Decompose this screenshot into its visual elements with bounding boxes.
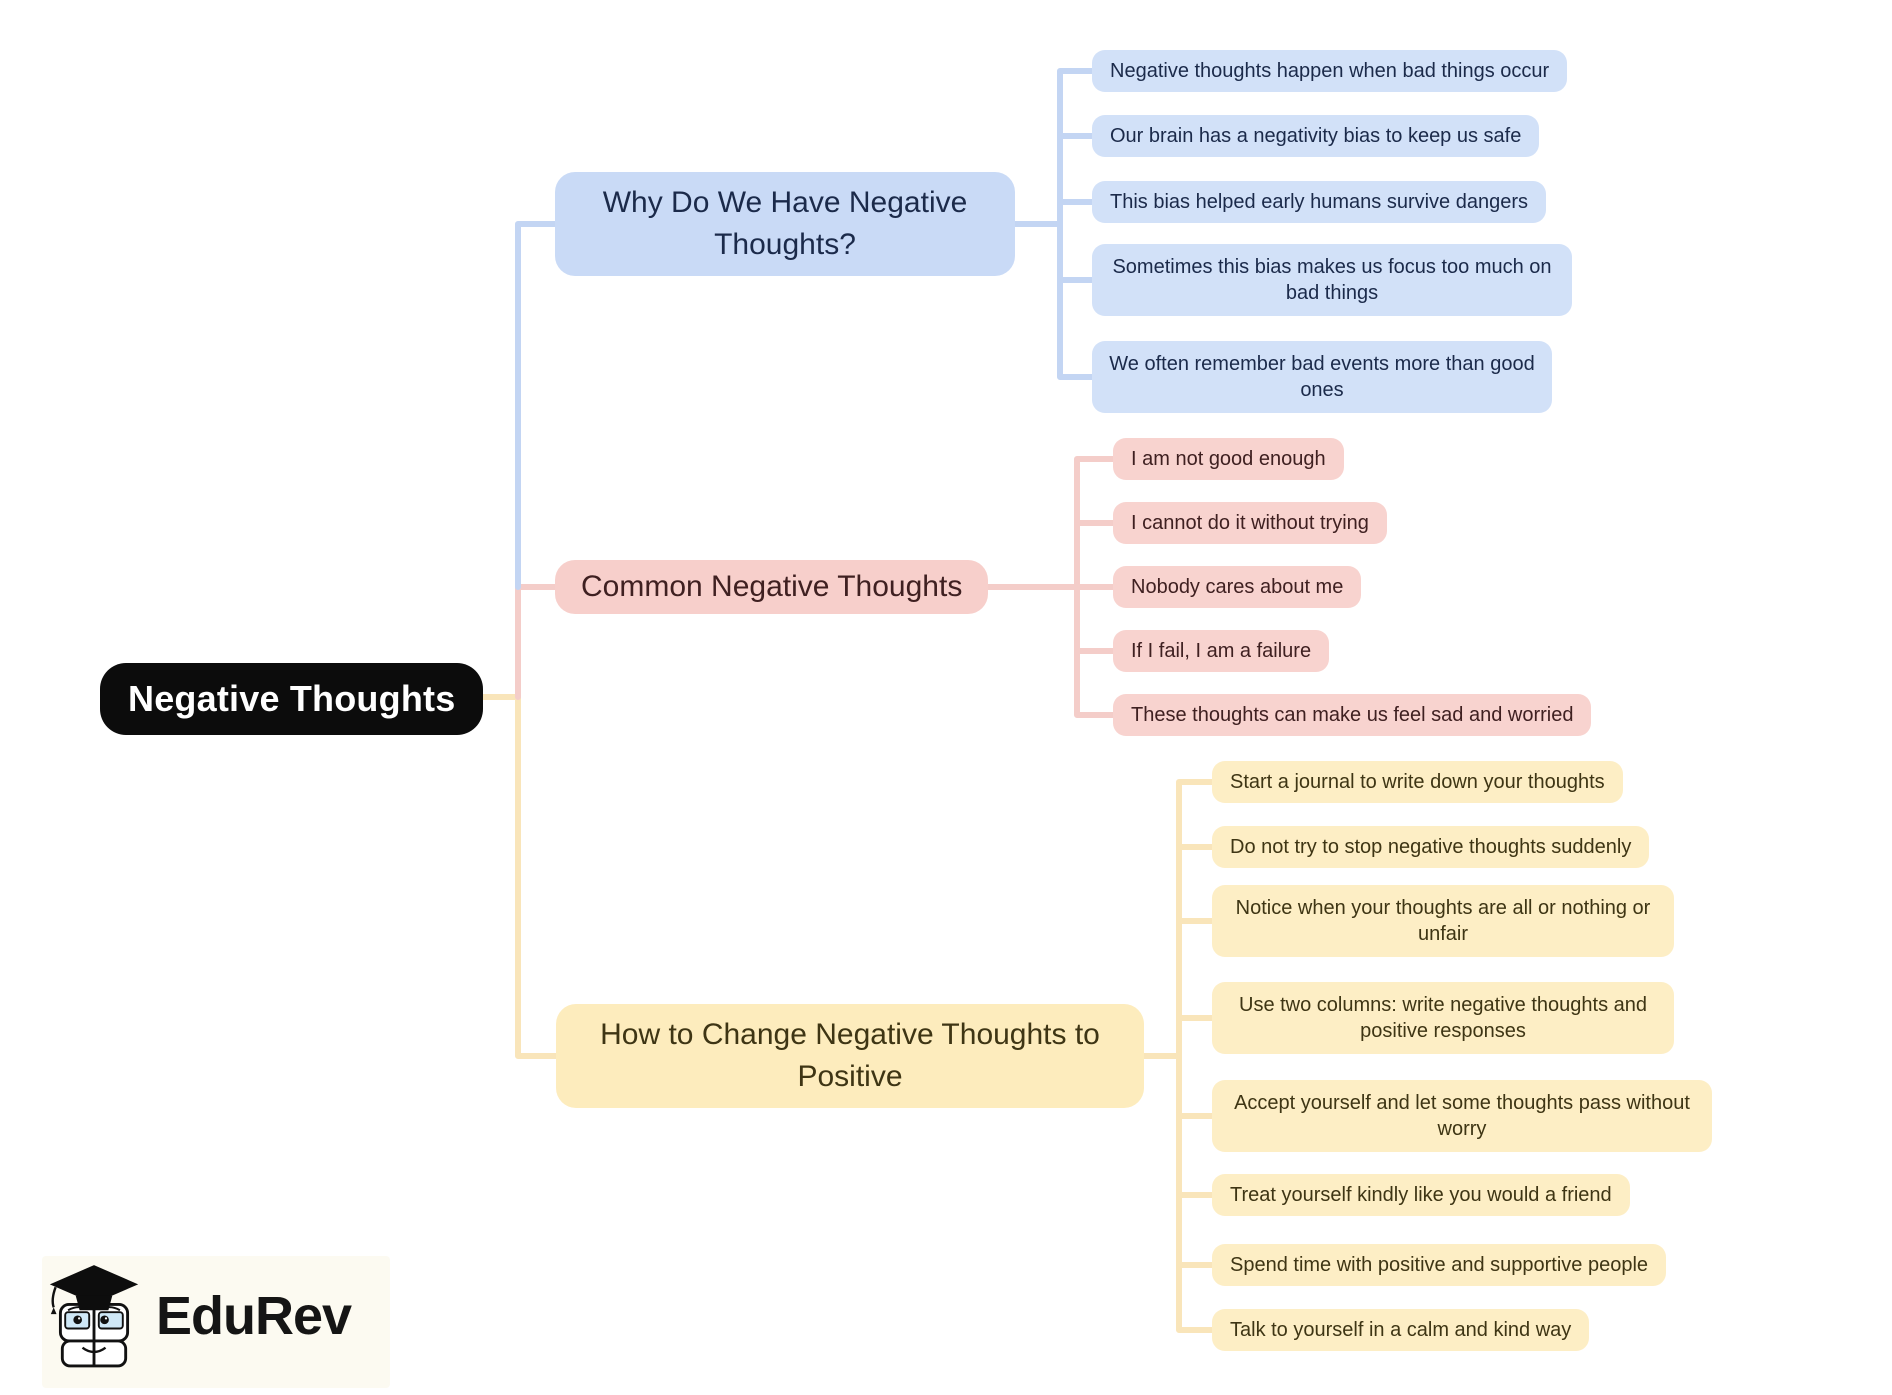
edurev-mascot-icon (46, 1262, 142, 1370)
connector-root-yellow (460, 697, 590, 1056)
leaf-node: Accept yourself and let some thoughts pass without worry (1212, 1080, 1712, 1152)
connector-root-blue (518, 224, 585, 587)
leaf-node: If I fail, I am a failure (1113, 630, 1329, 672)
root-node: Negative Thoughts (100, 663, 483, 735)
leaf-node: Spend time with positive and supportive people (1212, 1244, 1666, 1286)
leaf-node: Our brain has a negativity bias to keep us safe (1092, 115, 1539, 157)
leaf-node: I am not good enough (1113, 438, 1344, 480)
leaf-node: Start a journal to write down your thoughts (1212, 761, 1623, 803)
branch-parent-why: Why Do We Have Negative Thoughts? (555, 172, 1015, 276)
leaf-node: Negative thoughts happen when bad things occur (1092, 50, 1567, 92)
edurev-brand-text: EduRev (156, 1286, 352, 1346)
branch-parent-how: How to Change Negative Thoughts to Positive (556, 1004, 1144, 1108)
edurev-logo (46, 1262, 351, 1370)
leaf-node: Use two columns: write negative thoughts and positive responses (1212, 982, 1674, 1054)
branch-parent-common: Common Negative Thoughts (555, 560, 988, 614)
leaf-node: Do not try to stop negative thoughts suddenly (1212, 826, 1649, 868)
leaf-node: I cannot do it without trying (1113, 502, 1387, 544)
leaf-node: Sometimes this bias makes us focus too much on bad things (1092, 244, 1572, 316)
leaf-node: Treat yourself kindly like you would a friend (1212, 1174, 1630, 1216)
leaf-node: Notice when your thoughts are all or nothing or unfair (1212, 885, 1674, 957)
leaf-node: This bias helped early humans survive dangers (1092, 181, 1546, 223)
leaf-node: These thoughts can make us feel sad and worried (1113, 694, 1591, 736)
leaf-node: Nobody cares about me (1113, 566, 1361, 608)
leaf-node: We often remember bad events more than good ones (1092, 341, 1552, 413)
leaf-node: Talk to yourself in a calm and kind way (1212, 1309, 1589, 1351)
